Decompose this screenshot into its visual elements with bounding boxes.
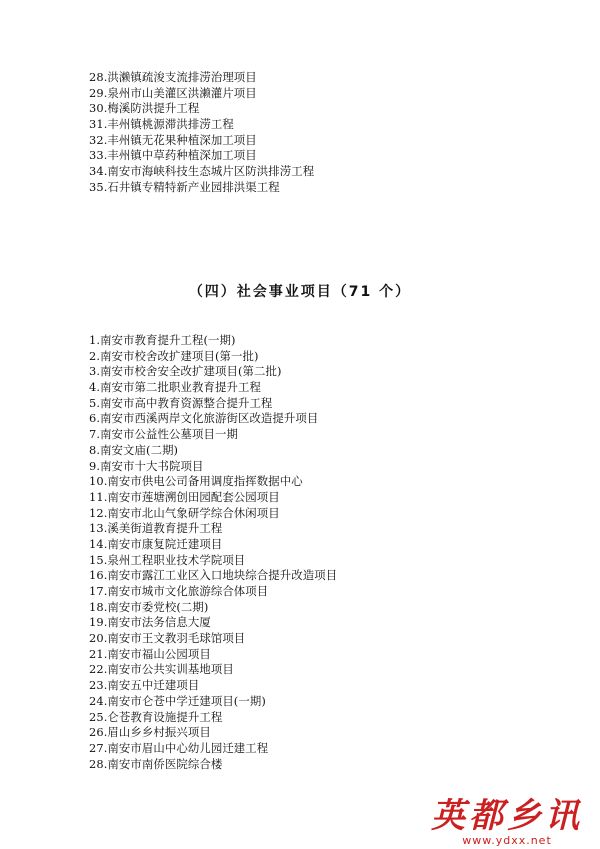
top-project-list bbox=[89, 70, 314, 196]
list-item: 10.南安市供电公司备用调度指挥数据中心 bbox=[89, 474, 303, 489]
list-item: 31.丰州镇桃源滞洪排涝工程 bbox=[89, 117, 234, 132]
list-item: 8.南安文庙(二期) bbox=[89, 442, 179, 457]
social-project-list bbox=[89, 333, 337, 772]
list-item: 4.南安市第二批职业教育提升工程 bbox=[89, 380, 261, 395]
list-item: 28.南安市南侨医院综合楼 bbox=[89, 756, 223, 771]
list-item: 35.石井镇专精特新产业园排洪渠工程 bbox=[89, 179, 280, 194]
list-item: 34.南安市海峡科技生态城片区防洪排涝工程 bbox=[89, 164, 315, 179]
list-item: 29.泉州市山美灌区洪濑灌片项目 bbox=[89, 85, 257, 100]
list-item: 23.南安五中迁建项目 bbox=[89, 678, 200, 693]
list-item: 26.眉山乡乡村振兴项目 bbox=[89, 725, 211, 740]
list-item: 32.丰州镇无花果种植深加工项目 bbox=[89, 132, 257, 147]
list-item: 9.南安市十大书院项目 bbox=[89, 458, 204, 473]
list-item: 13.溪美街道教育提升工程 bbox=[89, 521, 223, 536]
list-item: 1.南安市教育提升工程(一期) bbox=[89, 333, 236, 347]
list-item: 28.洪濑镇疏浚支流排涝治理项目 bbox=[89, 70, 257, 84]
list-item: 12.南安市北山气象研学综合休闲项目 bbox=[89, 505, 280, 520]
watermark-url: www.ydxx.net bbox=[462, 834, 552, 847]
list-item: 19.南安市法务信息大厦 bbox=[89, 615, 211, 630]
list-item: 25.仑苍教育设施提升工程 bbox=[89, 709, 223, 724]
list-item: 30.梅溪防洪提升工程 bbox=[89, 101, 200, 116]
list-item: 27.南安市眉山中心幼儿园迁建工程 bbox=[89, 740, 269, 755]
list-item: 24.南安市仑苍中学迁建项目(一期) bbox=[89, 693, 266, 708]
list-item: 17.南安市城市文化旅游综合体项目 bbox=[89, 584, 269, 598]
watermark bbox=[422, 797, 592, 847]
section-heading: （四）社会事业项目（71 个） bbox=[188, 284, 412, 300]
list-item: 14.南安市康复院迁建项目 bbox=[89, 536, 223, 551]
list-item: 11.南安市莲塘溯创田园配套公园项目 bbox=[89, 489, 280, 504]
list-item: 2.南安市校舍改扩建项目(第一批) bbox=[89, 348, 259, 363]
list-item: 16.南安市露江工业区入口地块综合提升改造项目 bbox=[89, 568, 338, 583]
watermark-logo: 英都乡讯 bbox=[431, 796, 583, 836]
list-item: 22.南安市公共实训基地项目 bbox=[89, 662, 234, 677]
list-item: 6.南安市西溪两岸文化旅游街区改造提升项目 bbox=[89, 411, 319, 426]
list-item: 20.南安市王文教羽毛球馆项目 bbox=[89, 631, 246, 646]
list-item: 7.南安市公益性公墓项目一期 bbox=[89, 427, 238, 442]
list-item: 18.南安市委党校(二期) bbox=[89, 599, 209, 614]
list-item: 3.南安市校舍安全改扩建项目(第二批) bbox=[89, 364, 282, 379]
list-item: 33.丰州镇中草药种植深加工项目 bbox=[89, 148, 257, 163]
list-item: 15.泉州工程职业技术学院项目 bbox=[89, 552, 246, 567]
list-item: 21.南安市福山公园项目 bbox=[89, 646, 211, 661]
list-item: 5.南安市高中教育资源整合提升工程 bbox=[89, 395, 273, 410]
